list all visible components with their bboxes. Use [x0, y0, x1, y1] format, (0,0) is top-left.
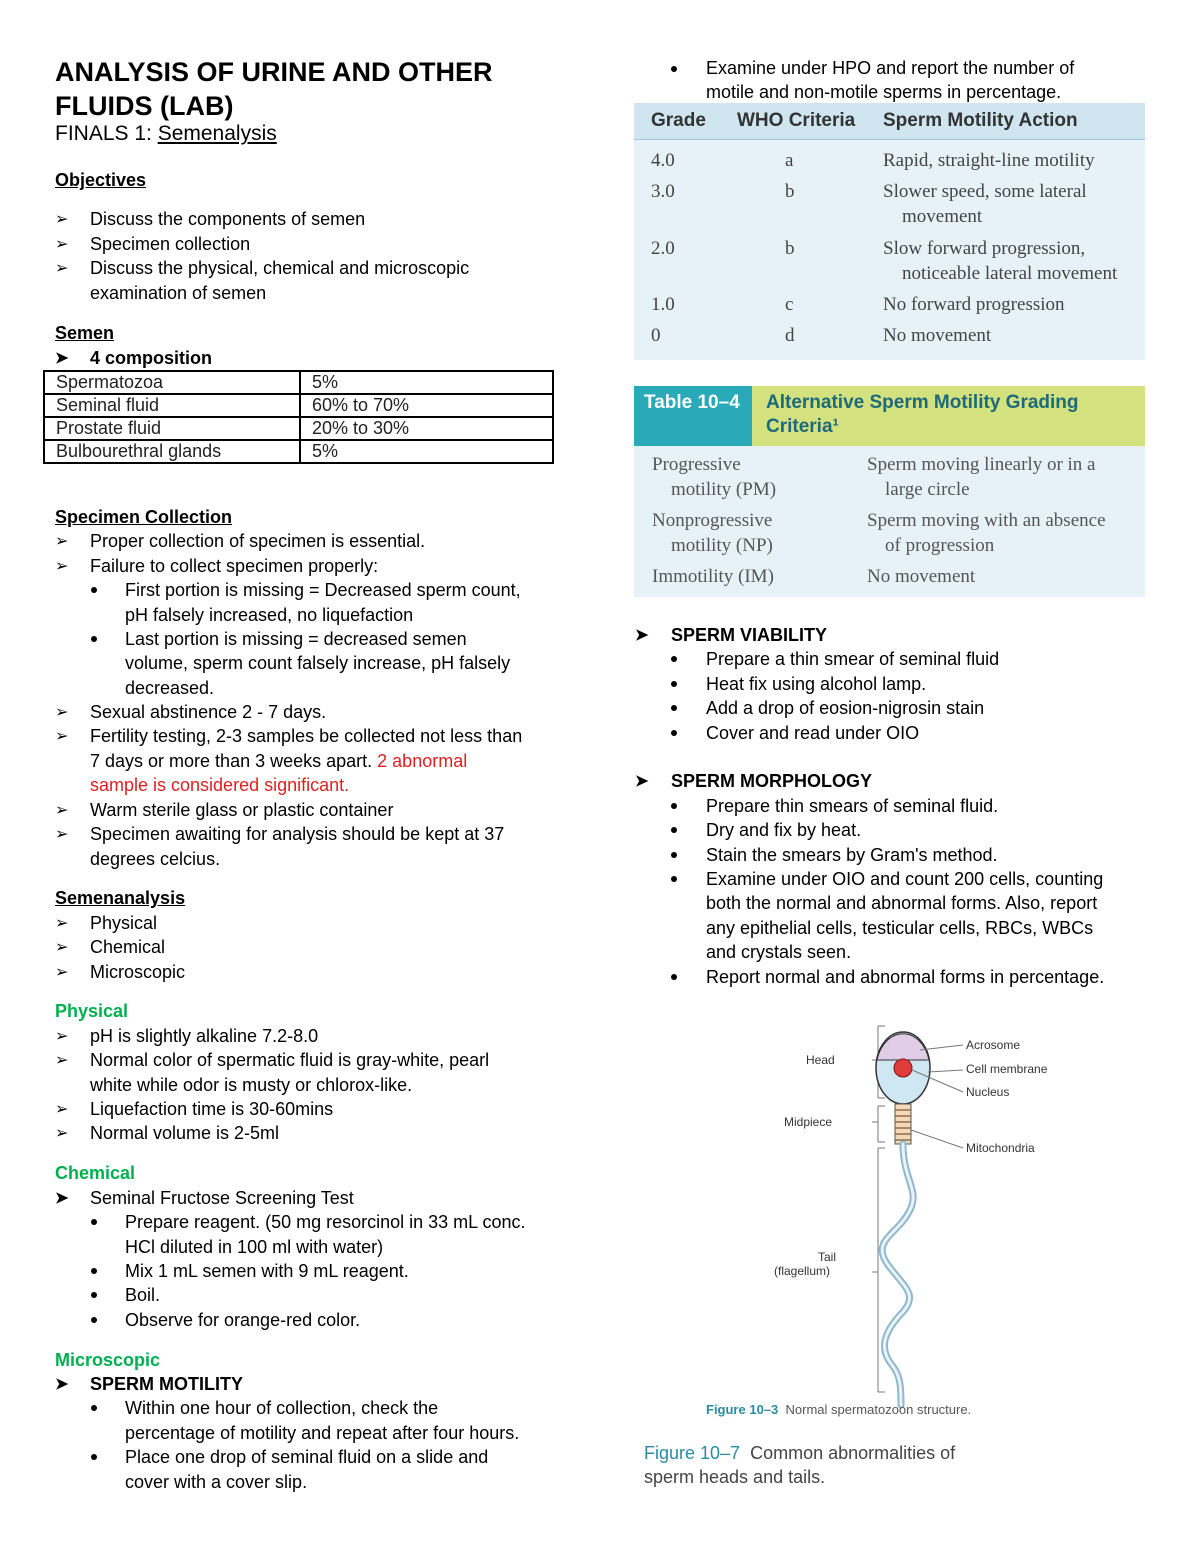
- chemical-item: Seminal Fructose Screening Test: [90, 1188, 354, 1208]
- objective-item: Discuss the components of semen: [90, 209, 366, 229]
- morphology-item: Examine under OIO and count 200 cells, counting: [706, 869, 1104, 889]
- figure-caption-text: Common abnormalities of: [750, 1443, 956, 1463]
- specimen-highlight: sample is considered significant.: [90, 775, 350, 795]
- viability-item: Cover and read under OIO: [706, 723, 920, 743]
- bullet-dot-icon: [671, 803, 677, 809]
- subtitle-prefix: FINALS 1:: [55, 122, 158, 145]
- specimen-heading: Specimen Collection: [55, 507, 233, 527]
- column-header: Grade: [651, 110, 706, 131]
- table-cell: motility (PM): [671, 479, 777, 500]
- arrow-bullet-icon: ➢: [55, 1028, 69, 1045]
- chemical-subitem: Observe for orange-red color.: [125, 1310, 361, 1330]
- objectives-heading: Objectives: [55, 170, 147, 190]
- table-row: [44, 440, 553, 463]
- arrow-bullet-icon: ➤: [635, 627, 649, 644]
- arrow-bullet-icon: ➢: [55, 260, 69, 277]
- semenanalysis-item: Chemical: [90, 937, 166, 957]
- specimen-item: Specimen awaiting for analysis should be kept at 37: [90, 824, 505, 844]
- table-header: [634, 103, 1145, 140]
- tail-label: Tail: [818, 1250, 837, 1264]
- figure-caption: [706, 1402, 971, 1417]
- specimen-item: [90, 749, 467, 774]
- objective-item: Specimen collection: [90, 234, 251, 254]
- table-cell: Prostate fluid: [44, 417, 300, 440]
- composition-label: 4 composition: [90, 348, 213, 368]
- table-cell: 60% to 70%: [300, 394, 553, 417]
- table-cell: Spermatozoa: [44, 371, 300, 394]
- specimen-item: Fertility testing, 2-3 samples be collected not less than: [90, 726, 523, 746]
- arrow-bullet-icon: ➢: [55, 1125, 69, 1142]
- motility-item: cover with a cover slip.: [125, 1472, 308, 1492]
- table-row: [44, 417, 553, 440]
- table-cell: Progressive: [652, 454, 741, 475]
- bullet-dot-icon: [91, 587, 97, 593]
- flagellum-label: (flagellum): [774, 1264, 831, 1278]
- bullet-dot-icon: [671, 681, 677, 687]
- bullet-dot-icon: [671, 974, 677, 980]
- bullet-dot-icon: [91, 1219, 97, 1225]
- motility-item: Within one hour of collection, check the: [125, 1398, 439, 1418]
- arrow-bullet-icon: ➤: [635, 773, 649, 790]
- bullet-dot-icon: [671, 827, 677, 833]
- arrow-bullet-icon: ➤: [55, 1190, 69, 1207]
- arrow-bullet-icon: ➢: [55, 964, 69, 981]
- semenanalysis-item: Physical: [90, 913, 158, 933]
- table-cell: c: [785, 294, 794, 315]
- table-row: [44, 394, 553, 417]
- morphology-item: any epithelial cells, testicular cells, RBCs, WBCs: [706, 918, 1094, 938]
- figure-caption: [644, 1441, 955, 1465]
- bullet-dot-icon: [91, 1317, 97, 1323]
- physical-item: pH is slightly alkaline 7.2-8.0: [90, 1026, 319, 1046]
- arrow-bullet-icon: ➢: [55, 236, 69, 253]
- motility-item: Place one drop of seminal fluid on a slide and: [125, 1447, 489, 1467]
- arrow-bullet-icon: ➢: [55, 211, 69, 228]
- morphology-item: and crystals seen.: [706, 942, 852, 962]
- table-cell: Slower speed, some lateral: [883, 181, 1087, 202]
- semenanalysis-item: Microscopic: [90, 962, 186, 982]
- morphology-item: Stain the smears by Gram's method.: [706, 845, 998, 865]
- column-header: Sperm Motility Action: [883, 110, 1078, 131]
- table-cell: motility (NP): [671, 535, 773, 556]
- bullet-dot-icon: [91, 1292, 97, 1298]
- midpiece-label: Midpiece: [784, 1115, 833, 1129]
- morphology-item: Prepare thin smears of seminal fluid.: [706, 796, 999, 816]
- chemical-subitem: HCl diluted in 100 ml with water): [125, 1237, 384, 1257]
- bullet-dot-icon: [91, 636, 97, 642]
- table-title-line: Criteria¹: [766, 416, 839, 437]
- arrow-bullet-icon: ➢: [55, 939, 69, 956]
- table-cell: movement: [902, 206, 983, 227]
- specimen-item: Failure to collect specimen properly:: [90, 556, 379, 576]
- specimen-subitem: Last portion is missing = decreased semen: [125, 629, 467, 649]
- figure-caption-text: Normal spermatozoon structure.: [785, 1402, 972, 1417]
- table-cell: Seminal fluid: [44, 394, 300, 417]
- specimen-text: 7 days or more than 3 weeks apart.: [90, 751, 378, 771]
- table-cell: b: [785, 238, 795, 259]
- table-cell: 3.0: [651, 181, 675, 202]
- bullet-dot-icon: [671, 852, 677, 858]
- table-cell: 1.0: [651, 294, 675, 315]
- arrow-bullet-icon: ➢: [55, 1101, 69, 1118]
- figure-number: Figure 10–3: [706, 1402, 779, 1417]
- table-cell: Sperm moving linearly or in a: [867, 454, 1096, 475]
- morphology-item: both the normal and abnormal forms. Also, report: [706, 893, 1098, 913]
- chemical-heading: Chemical: [55, 1163, 136, 1183]
- specimen-item: degrees celcius.: [90, 849, 221, 869]
- column-header: WHO Criteria: [737, 110, 856, 131]
- arrow-bullet-icon: ➢: [55, 826, 69, 843]
- specimen-subitem: volume, sperm count falsely increase, pH falsely: [125, 653, 511, 673]
- arrow-bullet-icon: ➢: [55, 728, 69, 745]
- table-cell: No movement: [867, 566, 976, 587]
- figure-number: Figure 10–7: [644, 1443, 741, 1463]
- arrow-bullet-icon: ➢: [55, 915, 69, 932]
- page-subtitle: [55, 122, 277, 146]
- physical-item: white while odor is musty or chlorox-like.: [90, 1075, 413, 1095]
- table-cell: Immotility (IM): [652, 566, 774, 587]
- table-title: [752, 386, 1145, 446]
- objective-item: Discuss the physical, chemical and microscopic: [90, 258, 470, 278]
- arrow-bullet-icon: ➢: [55, 558, 69, 575]
- bullet-dot-icon: [671, 66, 677, 72]
- viability-item: Add a drop of eosion-nigrosin stain: [706, 698, 985, 718]
- chemical-subitem: Prepare reagent. (50 mg resorcinol in 33 mL conc.: [125, 1212, 526, 1232]
- morphology-item: Report normal and abnormal forms in percentage.: [706, 967, 1105, 987]
- bullet-dot-icon: [91, 1405, 97, 1411]
- who-motility-table: [634, 103, 1145, 360]
- physical-item: Normal volume is 2-5ml: [90, 1123, 280, 1143]
- spermatozoon-diagram: [770, 1020, 1070, 1420]
- morphology-label: SPERM MORPHOLOGY: [671, 771, 873, 791]
- table-cell: Slow forward progression,: [883, 238, 1086, 259]
- tail-shape: [882, 1144, 913, 1405]
- page-title: ANALYSIS OF URINE AND OTHER FLUIDS (LAB): [55, 57, 493, 121]
- bullet-dot-icon: [91, 1268, 97, 1274]
- table-cell: 5%: [300, 371, 553, 394]
- table-cell: large circle: [885, 479, 970, 500]
- alternative-grading-table: [634, 386, 1145, 597]
- microscopic-heading: Microscopic: [55, 1350, 161, 1370]
- table-cell: of progression: [885, 535, 995, 556]
- motility-item: percentage of motility and repeat after four hours.: [125, 1423, 520, 1443]
- chemical-subitem: Boil.: [125, 1285, 161, 1305]
- table-cell: Nonprogressive: [652, 510, 773, 531]
- table-cell: Rapid, straight-line motility: [883, 150, 1095, 171]
- table-cell: Bulbourethral glands: [44, 440, 300, 463]
- arrow-bullet-icon: ➢: [55, 533, 69, 550]
- specimen-subitem: pH falsely increased, no liquefaction: [125, 605, 414, 625]
- nucleus-label: Nucleus: [966, 1085, 1010, 1099]
- table-cell: No movement: [883, 325, 992, 346]
- arrow-bullet-icon: ➤: [55, 350, 69, 367]
- table-cell: Sperm moving with an absence: [867, 510, 1106, 531]
- nucleus-shape: [894, 1059, 912, 1077]
- acrosome-label: Acrosome: [966, 1038, 1021, 1052]
- arrow-bullet-icon: ➢: [55, 704, 69, 721]
- table-row: [44, 371, 553, 394]
- specimen-subitem: First portion is missing = Decreased sperm count,: [125, 580, 521, 600]
- table-cell: a: [785, 150, 794, 171]
- mitochondria-label: Mitochondria: [966, 1141, 1035, 1155]
- table-title-line: Alternative Sperm Motility Grading: [766, 392, 1079, 413]
- bullet-dot-icon: [671, 656, 677, 662]
- table-cell: d: [785, 325, 795, 346]
- specimen-subitem: decreased.: [125, 678, 215, 698]
- table-cell: 5%: [300, 440, 553, 463]
- physical-item: Normal color of spermatic fluid is gray-white, pearl: [90, 1050, 490, 1070]
- table-cell: No forward progression: [883, 294, 1065, 315]
- specimen-highlight: 2 abnormal: [377, 751, 468, 771]
- arrow-bullet-icon: ➤: [55, 1376, 69, 1393]
- bullet-dot-icon: [671, 705, 677, 711]
- subtitle-topic: Semenalysis: [157, 122, 277, 145]
- semenanalysis-heading: Semenanalysis: [55, 888, 186, 908]
- bullet-dot-icon: [671, 730, 677, 736]
- viability-label: SPERM VIABILITY: [671, 625, 828, 645]
- bullet-dot-icon: [91, 1454, 97, 1460]
- objective-item: examination of semen: [90, 283, 267, 303]
- semen-heading: Semen: [55, 323, 115, 343]
- table-cell: 20% to 30%: [300, 417, 553, 440]
- bullet-dot-icon: [671, 876, 677, 882]
- motility-label: SPERM MOTILITY: [90, 1374, 243, 1394]
- viability-item: Heat fix using alcohol lamp.: [706, 674, 927, 694]
- viability-item: Prepare a thin smear of seminal fluid: [706, 649, 1000, 669]
- figure-caption-text: sperm heads and tails.: [644, 1467, 826, 1487]
- composition-table: [43, 370, 554, 464]
- head-label: Head: [806, 1053, 835, 1067]
- motility-item: Examine under HPO and report the number of: [706, 58, 1075, 78]
- table-cell: 4.0: [651, 150, 675, 171]
- table-cell: 2.0: [651, 238, 675, 259]
- table-cell: 0: [651, 325, 661, 346]
- cell-membrane-label: Cell membrane: [966, 1062, 1048, 1076]
- specimen-item: Sexual abstinence 2 - 7 days.: [90, 702, 327, 722]
- arrow-bullet-icon: ➢: [55, 1052, 69, 1069]
- acrosome-shape: [877, 1034, 929, 1060]
- table-number: Table 10–4: [644, 392, 740, 413]
- arrow-bullet-icon: ➢: [55, 802, 69, 819]
- chemical-subitem: Mix 1 mL semen with 9 mL reagent.: [125, 1261, 409, 1281]
- specimen-item: Proper collection of specimen is essential.: [90, 531, 426, 551]
- specimen-item: Warm sterile glass or plastic container: [90, 800, 394, 820]
- motility-item: motile and non-motile sperms in percentage.: [706, 82, 1062, 102]
- table-cell: noticeable lateral movement: [902, 263, 1118, 284]
- morphology-item: Dry and fix by heat.: [706, 820, 862, 840]
- physical-item: Liquefaction time is 30-60mins: [90, 1099, 334, 1119]
- physical-heading: Physical: [55, 1001, 129, 1021]
- table-label: [634, 386, 752, 446]
- table-cell: b: [785, 181, 795, 202]
